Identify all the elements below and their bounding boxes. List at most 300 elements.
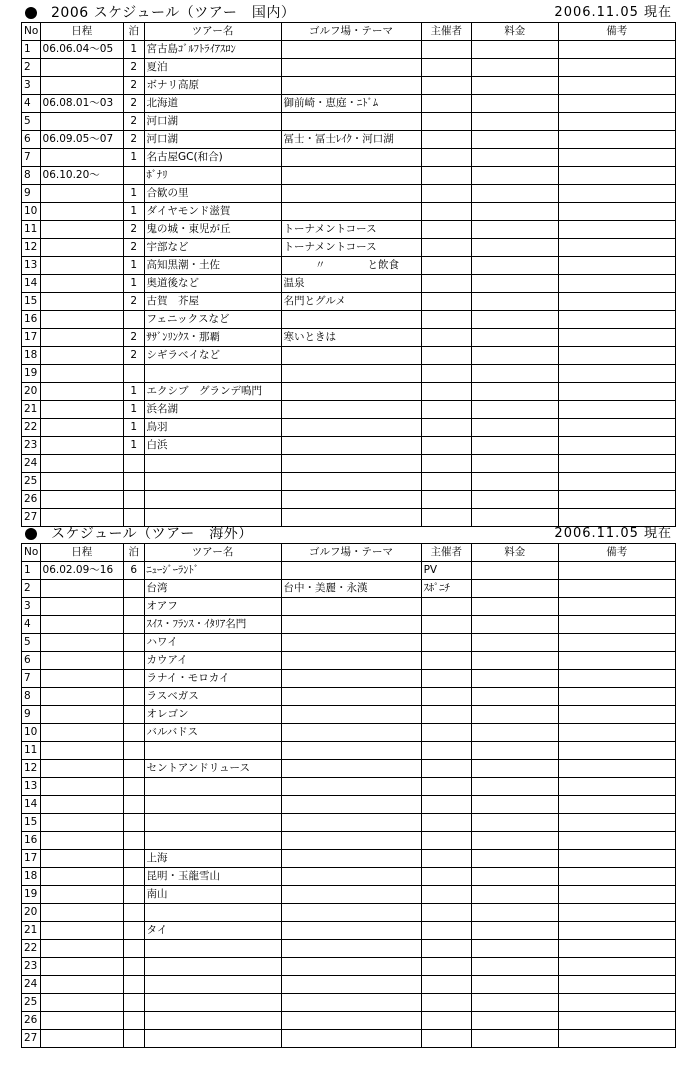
nights-cell bbox=[123, 509, 144, 527]
date-cell bbox=[40, 383, 123, 401]
overseas-schedule-title: スケジュール（ツアー 海外） bbox=[51, 526, 253, 542]
table-row bbox=[22, 185, 676, 203]
fee-cell bbox=[472, 616, 559, 634]
tour-name-cell: 高知黒潮・土佐 bbox=[144, 257, 281, 275]
no-cell: 8 bbox=[22, 167, 41, 185]
golf-theme-cell bbox=[281, 724, 421, 742]
header-note: 備考 bbox=[558, 23, 675, 41]
fee-cell bbox=[472, 383, 559, 401]
organizer-cell bbox=[421, 149, 471, 167]
no-cell: 6 bbox=[22, 131, 41, 149]
no-cell: 24 bbox=[22, 976, 41, 994]
tour-name-cell: ﾆｭｰｼﾞｰﾗﾝﾄﾞ bbox=[144, 562, 281, 580]
date-cell bbox=[40, 922, 123, 940]
note-cell bbox=[558, 886, 675, 904]
nights-cell bbox=[123, 311, 144, 329]
nights-cell: 2 bbox=[123, 77, 144, 95]
nights-cell: 2 bbox=[123, 239, 144, 257]
nights-cell bbox=[123, 886, 144, 904]
tour-name-cell bbox=[144, 778, 281, 796]
fee-cell bbox=[472, 688, 559, 706]
tour-name-cell bbox=[144, 994, 281, 1012]
tour-name-cell: ハワイ bbox=[144, 634, 281, 652]
table-row bbox=[22, 41, 676, 59]
table-row bbox=[22, 203, 676, 221]
nights-cell bbox=[123, 167, 144, 185]
table-row bbox=[22, 670, 676, 688]
fee-cell bbox=[472, 275, 559, 293]
domestic-schedule-section bbox=[21, 4, 676, 527]
no-cell: 4 bbox=[22, 95, 41, 113]
tour-name-cell: 合歓の里 bbox=[144, 185, 281, 203]
fee-cell bbox=[472, 940, 559, 958]
note-cell bbox=[558, 652, 675, 670]
no-cell: 25 bbox=[22, 994, 41, 1012]
date-cell bbox=[40, 688, 123, 706]
note-cell bbox=[558, 904, 675, 922]
no-cell: 21 bbox=[22, 401, 41, 419]
golf-theme-cell bbox=[281, 832, 421, 850]
golf-theme-cell bbox=[281, 59, 421, 77]
date-cell bbox=[40, 437, 123, 455]
golf-theme-cell bbox=[281, 383, 421, 401]
date-cell bbox=[40, 473, 123, 491]
no-cell: 27 bbox=[22, 1030, 41, 1048]
nights-cell: 2 bbox=[123, 131, 144, 149]
header-note: 備考 bbox=[558, 544, 675, 562]
note-cell bbox=[558, 724, 675, 742]
date-cell bbox=[40, 940, 123, 958]
overseas-schedule-date: 2006.11.05 現在 bbox=[554, 526, 672, 541]
date-cell: 06.02.09〜16 bbox=[40, 562, 123, 580]
header-no: No bbox=[22, 544, 41, 562]
no-cell: 5 bbox=[22, 634, 41, 652]
nights-cell bbox=[123, 724, 144, 742]
table-row bbox=[22, 796, 676, 814]
tour-name-cell: 宮古島ｺﾞﾙﾌﾄﾗｲｱｽﾛﾝ bbox=[144, 41, 281, 59]
organizer-cell bbox=[421, 257, 471, 275]
overseas-schedule-table bbox=[21, 543, 676, 1048]
no-cell: 11 bbox=[22, 221, 41, 239]
golf-theme-cell bbox=[281, 958, 421, 976]
date-cell bbox=[40, 598, 123, 616]
no-cell: 2 bbox=[22, 59, 41, 77]
table-header-row bbox=[22, 544, 676, 562]
table-row bbox=[22, 1030, 676, 1048]
tour-name-cell: ダイヤモンド滋賀 bbox=[144, 203, 281, 221]
fee-cell bbox=[472, 724, 559, 742]
organizer-cell bbox=[421, 329, 471, 347]
organizer-cell bbox=[421, 365, 471, 383]
note-cell bbox=[558, 59, 675, 77]
tour-name-cell bbox=[144, 904, 281, 922]
no-cell: 19 bbox=[22, 365, 41, 383]
no-cell: 9 bbox=[22, 185, 41, 203]
table-row bbox=[22, 131, 676, 149]
nights-cell bbox=[123, 616, 144, 634]
tour-name-cell: 河口湖 bbox=[144, 113, 281, 131]
no-cell: 14 bbox=[22, 275, 41, 293]
table-row bbox=[22, 724, 676, 742]
organizer-cell bbox=[421, 1030, 471, 1048]
fee-cell bbox=[472, 832, 559, 850]
no-cell: 13 bbox=[22, 257, 41, 275]
nights-cell: 2 bbox=[123, 293, 144, 311]
note-cell bbox=[558, 509, 675, 527]
golf-theme-cell bbox=[281, 940, 421, 958]
date-cell bbox=[40, 59, 123, 77]
tour-name-cell bbox=[144, 455, 281, 473]
organizer-cell bbox=[421, 95, 471, 113]
fee-cell bbox=[472, 365, 559, 383]
note-cell bbox=[558, 994, 675, 1012]
date-cell bbox=[40, 706, 123, 724]
table-row bbox=[22, 167, 676, 185]
date-cell bbox=[40, 221, 123, 239]
date-cell bbox=[40, 796, 123, 814]
golf-theme-cell bbox=[281, 509, 421, 527]
golf-theme-cell bbox=[281, 311, 421, 329]
no-cell: 17 bbox=[22, 329, 41, 347]
organizer-cell bbox=[421, 688, 471, 706]
table-row bbox=[22, 940, 676, 958]
nights-cell bbox=[123, 868, 144, 886]
no-cell: 3 bbox=[22, 598, 41, 616]
tour-name-cell: 古賀 芥屋 bbox=[144, 293, 281, 311]
nights-cell: 1 bbox=[123, 383, 144, 401]
table-row bbox=[22, 383, 676, 401]
golf-theme-cell: 寒いときは bbox=[281, 329, 421, 347]
note-cell bbox=[558, 221, 675, 239]
organizer-cell bbox=[421, 239, 471, 257]
golf-theme-cell bbox=[281, 1012, 421, 1030]
golf-theme-cell bbox=[281, 886, 421, 904]
tour-name-cell bbox=[144, 796, 281, 814]
note-cell bbox=[558, 796, 675, 814]
note-cell bbox=[558, 491, 675, 509]
fee-cell bbox=[472, 634, 559, 652]
date-cell bbox=[40, 1030, 123, 1048]
table-row bbox=[22, 760, 676, 778]
date-cell bbox=[40, 203, 123, 221]
no-cell: 4 bbox=[22, 616, 41, 634]
fee-cell bbox=[472, 149, 559, 167]
note-cell bbox=[558, 760, 675, 778]
overseas-schedule-section bbox=[21, 525, 676, 1048]
nights-cell: 2 bbox=[123, 95, 144, 113]
no-cell: 15 bbox=[22, 814, 41, 832]
no-cell: 10 bbox=[22, 203, 41, 221]
date-cell bbox=[40, 419, 123, 437]
nights-cell bbox=[123, 365, 144, 383]
table-row bbox=[22, 616, 676, 634]
note-cell bbox=[558, 311, 675, 329]
tour-name-cell bbox=[144, 509, 281, 527]
tour-name-cell bbox=[144, 491, 281, 509]
date-cell bbox=[40, 652, 123, 670]
date-cell bbox=[40, 760, 123, 778]
organizer-cell bbox=[421, 455, 471, 473]
header-fee: 料金 bbox=[472, 23, 559, 41]
tour-name-cell: ﾎﾞﾅﾘ bbox=[144, 167, 281, 185]
note-cell bbox=[558, 203, 675, 221]
table-row bbox=[22, 95, 676, 113]
golf-theme-cell bbox=[281, 365, 421, 383]
table-row bbox=[22, 922, 676, 940]
nights-cell: 2 bbox=[123, 113, 144, 131]
golf-theme-cell bbox=[281, 976, 421, 994]
table-row bbox=[22, 437, 676, 455]
tour-name-cell: 北海道 bbox=[144, 95, 281, 113]
note-cell bbox=[558, 634, 675, 652]
tour-name-cell: 台湾 bbox=[144, 580, 281, 598]
organizer-cell bbox=[421, 221, 471, 239]
organizer-cell bbox=[421, 77, 471, 95]
nights-cell bbox=[123, 598, 144, 616]
golf-theme-cell bbox=[281, 203, 421, 221]
fee-cell bbox=[472, 311, 559, 329]
table-row bbox=[22, 149, 676, 167]
date-cell bbox=[40, 113, 123, 131]
golf-theme-cell bbox=[281, 77, 421, 95]
tour-name-cell: 浜名湖 bbox=[144, 401, 281, 419]
note-cell bbox=[558, 616, 675, 634]
date-cell bbox=[40, 742, 123, 760]
table-row bbox=[22, 455, 676, 473]
nights-cell bbox=[123, 922, 144, 940]
organizer-cell bbox=[421, 419, 471, 437]
tour-name-cell bbox=[144, 365, 281, 383]
header-nights: 泊 bbox=[123, 544, 144, 562]
golf-theme-cell: トーナメントコース bbox=[281, 221, 421, 239]
tour-name-cell: 河口湖 bbox=[144, 131, 281, 149]
date-cell bbox=[40, 616, 123, 634]
date-cell bbox=[40, 850, 123, 868]
date-cell bbox=[40, 293, 123, 311]
date-cell bbox=[40, 778, 123, 796]
organizer-cell bbox=[421, 598, 471, 616]
nights-cell bbox=[123, 580, 144, 598]
table-row bbox=[22, 509, 676, 527]
note-cell bbox=[558, 598, 675, 616]
organizer-cell bbox=[421, 922, 471, 940]
no-cell: 27 bbox=[22, 509, 41, 527]
nights-cell bbox=[123, 904, 144, 922]
note-cell bbox=[558, 329, 675, 347]
tour-name-cell: シギラベイなど bbox=[144, 347, 281, 365]
note-cell bbox=[558, 401, 675, 419]
table-row bbox=[22, 778, 676, 796]
fee-cell bbox=[472, 670, 559, 688]
fee-cell bbox=[472, 437, 559, 455]
tour-name-cell bbox=[144, 473, 281, 491]
nights-cell bbox=[123, 1012, 144, 1030]
date-cell bbox=[40, 347, 123, 365]
date-cell bbox=[40, 401, 123, 419]
golf-theme-cell bbox=[281, 113, 421, 131]
organizer-cell bbox=[421, 814, 471, 832]
no-cell: 25 bbox=[22, 473, 41, 491]
organizer-cell bbox=[421, 131, 471, 149]
table-row bbox=[22, 598, 676, 616]
golf-theme-cell: 御前崎・恵庭・ﾆﾄﾞﾑ bbox=[281, 95, 421, 113]
tour-name-cell: バルバドス bbox=[144, 724, 281, 742]
fee-cell bbox=[472, 509, 559, 527]
note-cell bbox=[558, 562, 675, 580]
tour-name-cell: ｻｻﾞﾝﾘﾝｸｽ・那覇 bbox=[144, 329, 281, 347]
note-cell bbox=[558, 185, 675, 203]
table-row bbox=[22, 293, 676, 311]
no-cell: 2 bbox=[22, 580, 41, 598]
nights-cell bbox=[123, 455, 144, 473]
no-cell: 26 bbox=[22, 491, 41, 509]
fee-cell bbox=[472, 562, 559, 580]
header-organizer: 主催者 bbox=[421, 544, 471, 562]
note-cell bbox=[558, 149, 675, 167]
no-cell: 22 bbox=[22, 419, 41, 437]
golf-theme-cell bbox=[281, 652, 421, 670]
organizer-cell bbox=[421, 509, 471, 527]
organizer-cell bbox=[421, 59, 471, 77]
bullet-icon bbox=[25, 7, 37, 19]
fee-cell bbox=[472, 814, 559, 832]
nights-cell: 1 bbox=[123, 419, 144, 437]
no-cell: 20 bbox=[22, 383, 41, 401]
organizer-cell: PV bbox=[421, 562, 471, 580]
fee-cell bbox=[472, 185, 559, 203]
table-row bbox=[22, 562, 676, 580]
tour-name-cell bbox=[144, 1012, 281, 1030]
table-row bbox=[22, 688, 676, 706]
table-row bbox=[22, 706, 676, 724]
organizer-cell bbox=[421, 113, 471, 131]
date-cell bbox=[40, 904, 123, 922]
organizer-cell bbox=[421, 473, 471, 491]
nights-cell: 1 bbox=[123, 149, 144, 167]
no-cell: 6 bbox=[22, 652, 41, 670]
date-cell bbox=[40, 868, 123, 886]
organizer-cell bbox=[421, 832, 471, 850]
fee-cell bbox=[472, 491, 559, 509]
golf-theme-cell: トーナメントコース bbox=[281, 239, 421, 257]
domestic-schedule-title: 2006 スケジュール（ツアー 国内） bbox=[51, 5, 296, 21]
table-row bbox=[22, 634, 676, 652]
nights-cell: 2 bbox=[123, 329, 144, 347]
date-cell bbox=[40, 886, 123, 904]
golf-theme-cell bbox=[281, 401, 421, 419]
tour-name-cell bbox=[144, 940, 281, 958]
no-cell: 26 bbox=[22, 1012, 41, 1030]
note-cell bbox=[558, 167, 675, 185]
note-cell bbox=[558, 742, 675, 760]
tour-name-cell: ラスベガス bbox=[144, 688, 281, 706]
no-cell: 24 bbox=[22, 455, 41, 473]
date-cell bbox=[40, 670, 123, 688]
no-cell: 15 bbox=[22, 293, 41, 311]
date-cell bbox=[40, 994, 123, 1012]
table-row bbox=[22, 329, 676, 347]
golf-theme-cell bbox=[281, 868, 421, 886]
organizer-cell bbox=[421, 706, 471, 724]
nights-cell bbox=[123, 473, 144, 491]
nights-cell bbox=[123, 976, 144, 994]
note-cell bbox=[558, 239, 675, 257]
golf-theme-cell bbox=[281, 1030, 421, 1048]
nights-cell bbox=[123, 994, 144, 1012]
golf-theme-cell bbox=[281, 473, 421, 491]
tour-name-cell bbox=[144, 976, 281, 994]
organizer-cell bbox=[421, 491, 471, 509]
tour-name-cell: 鬼の城・東児が丘 bbox=[144, 221, 281, 239]
note-cell bbox=[558, 1012, 675, 1030]
table-row bbox=[22, 850, 676, 868]
table-row bbox=[22, 1012, 676, 1030]
nights-cell bbox=[123, 850, 144, 868]
table-row bbox=[22, 275, 676, 293]
date-cell bbox=[40, 149, 123, 167]
tour-name-cell: 南山 bbox=[144, 886, 281, 904]
table-row bbox=[22, 994, 676, 1012]
header-fee: 料金 bbox=[472, 544, 559, 562]
note-cell bbox=[558, 688, 675, 706]
table-row bbox=[22, 365, 676, 383]
nights-cell bbox=[123, 1030, 144, 1048]
date-cell bbox=[40, 814, 123, 832]
date-cell bbox=[40, 509, 123, 527]
date-cell bbox=[40, 832, 123, 850]
tour-name-cell: 上海 bbox=[144, 850, 281, 868]
domestic-schedule-header bbox=[21, 4, 676, 22]
date-cell: 06.06.04〜05 bbox=[40, 41, 123, 59]
table-row bbox=[22, 239, 676, 257]
note-cell bbox=[558, 850, 675, 868]
nights-cell bbox=[123, 634, 144, 652]
note-cell bbox=[558, 257, 675, 275]
date-cell bbox=[40, 724, 123, 742]
fee-cell bbox=[472, 958, 559, 976]
golf-theme-cell bbox=[281, 491, 421, 509]
note-cell bbox=[558, 95, 675, 113]
nights-cell: 1 bbox=[123, 185, 144, 203]
organizer-cell bbox=[421, 760, 471, 778]
nights-cell bbox=[123, 778, 144, 796]
golf-theme-cell bbox=[281, 994, 421, 1012]
note-cell bbox=[558, 670, 675, 688]
no-cell: 9 bbox=[22, 706, 41, 724]
fee-cell bbox=[472, 239, 559, 257]
note-cell bbox=[558, 868, 675, 886]
fee-cell bbox=[472, 77, 559, 95]
no-cell: 10 bbox=[22, 724, 41, 742]
note-cell bbox=[558, 940, 675, 958]
no-cell: 18 bbox=[22, 347, 41, 365]
header-tour-name: ツアー名 bbox=[144, 23, 281, 41]
table-row bbox=[22, 113, 676, 131]
golf-theme-cell bbox=[281, 185, 421, 203]
fee-cell bbox=[472, 293, 559, 311]
fee-cell bbox=[472, 868, 559, 886]
date-cell bbox=[40, 1012, 123, 1030]
no-cell: 12 bbox=[22, 239, 41, 257]
no-cell: 23 bbox=[22, 958, 41, 976]
domestic-schedule-date: 2006.11.05 現在 bbox=[554, 5, 672, 20]
note-cell bbox=[558, 347, 675, 365]
no-cell: 14 bbox=[22, 796, 41, 814]
table-row bbox=[22, 832, 676, 850]
fee-cell bbox=[472, 455, 559, 473]
fee-cell bbox=[472, 778, 559, 796]
organizer-cell bbox=[421, 940, 471, 958]
